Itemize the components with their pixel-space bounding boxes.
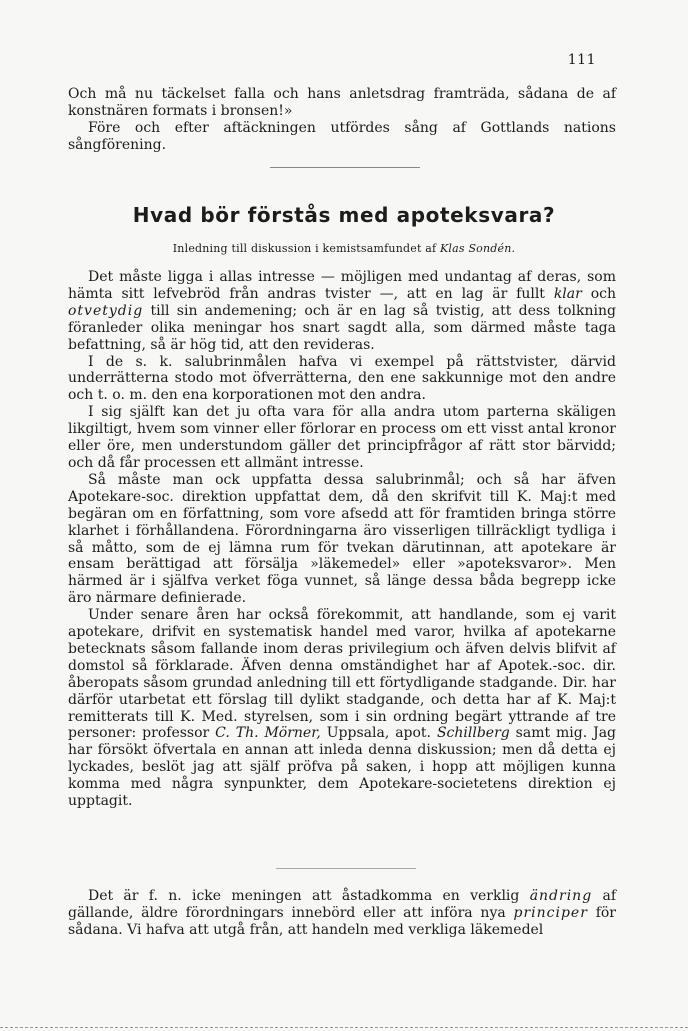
- body-paragraph-5: Under senare åren har också förekommit, att handlande, som ej varit apotekare, drifvit en systematisk handel med varor, hvilka af apotekarne betecknats såsom fallande inom deras privilegium och äfven delvis blifvit af domstol så förklarade. Äfven denna omständighet har af Apotek.-soc. dir. åberopats såsom grundad anledning till ett förtydligande stadgande. Dir. har därför utarbetat ett förslag till dylikt stadgande, och detta har af K. Maj:t remitterats till K. Med. styrelsen, som i sin ordning begärt yttrande af tre personer: professor C. Th. Mörner, Uppsala, apot. Schillberg samt mig. Jag har försökt öfvertala en annan att inleda denna diskussion; men då detta ej lyckades, beslöt jag att själf pröfva på saken, i hopp att möjligen kunna komma med några synpunkter, dem Apotekare-societetens direktion ej upptagit.: [68, 607, 617, 810]
- intro-paragraph-1: Och må nu täckelset falla och hans anletsdrag framträda, sådana de af konstnären formats i bronsen!»: [68, 86, 616, 119]
- article-title: Hvad bör förstås med apoteksvara?: [132, 203, 556, 227]
- article-body: [68, 269, 616, 810]
- body-paragraph-3: I sig själft kan det ju ofta vara för alla andra utom parterna skäligen likgiltigt, hvem som vinner eller förlorar en process om ett visst antal kronor eller öre, men understundom gäller det principfrågor af rätt stor bärvidd; och då får processen ett allmänt intresse.: [68, 404, 616, 471]
- article-subtitle: Inledning till diskussion i kemistsamfundet af Klas Sondén.: [172, 242, 516, 255]
- closing-paragraph: Det är f. n. icke meningen att åstadkomma en verklig ändring af gällande, äldre förordningars innebörd eller att införa nya principer för sådana. Vi hafva att utgå från, att handeln med verkliga läkemedel: [68, 888, 617, 938]
- body-paragraph-4: Så måste man ock uppfatta dessa salubrinmål; och så har äfven Apotekare-soc. direktion uppfattat dem, då den skrifvit till K. Maj:t med begäran om en författning, som vore afsedd att för framtiden bringa större klarhet i förhållandena. Förordningarna äro visserligen tillräckligt tydliga i så måtto, som de ej lämna rum för tvekan därutinnan, att apotekare är ensam berättigad att försälja »läkemedel» eller »apoteksvaror». Men härmed är i själfva verket föga vunnet, så länge dessa båda begrepp icke äro närmare definierade.: [68, 471, 616, 607]
- section-break: [276, 868, 416, 869]
- page-number: 111: [567, 52, 596, 68]
- intro-section: [68, 86, 616, 154]
- author-name: Klas Sondén.: [440, 242, 516, 255]
- closing-section: [68, 888, 616, 939]
- body-paragraph-1: Det måste ligga i allas intresse — möjligen med undantag af deras, som hämta sitt lefvebröd från andras tvister —, att en lag är fullt klar och otvetydig till sin andemening; och är en lag så tvistig, att dess tolkning föranleder olika meningar hos snart sagdt alla, som därmed måste taga befattning, så är hög tid, att den revideras.: [68, 269, 617, 353]
- page-bottom-edge: [0, 1027, 688, 1028]
- body-paragraph-2: I de s. k. salubrinmålen hafva vi exempel på rättstvister, därvid underrätterna stodo mot öfverrätterna, den ene sakkunnige mot den andre och t. o. m. den ena korporationen mot den andra.: [68, 353, 616, 404]
- intro-paragraph-2: Före och efter aftäckningen utfördes sång af Gottlands nations sångförening.: [68, 119, 616, 153]
- section-divider: [270, 167, 420, 168]
